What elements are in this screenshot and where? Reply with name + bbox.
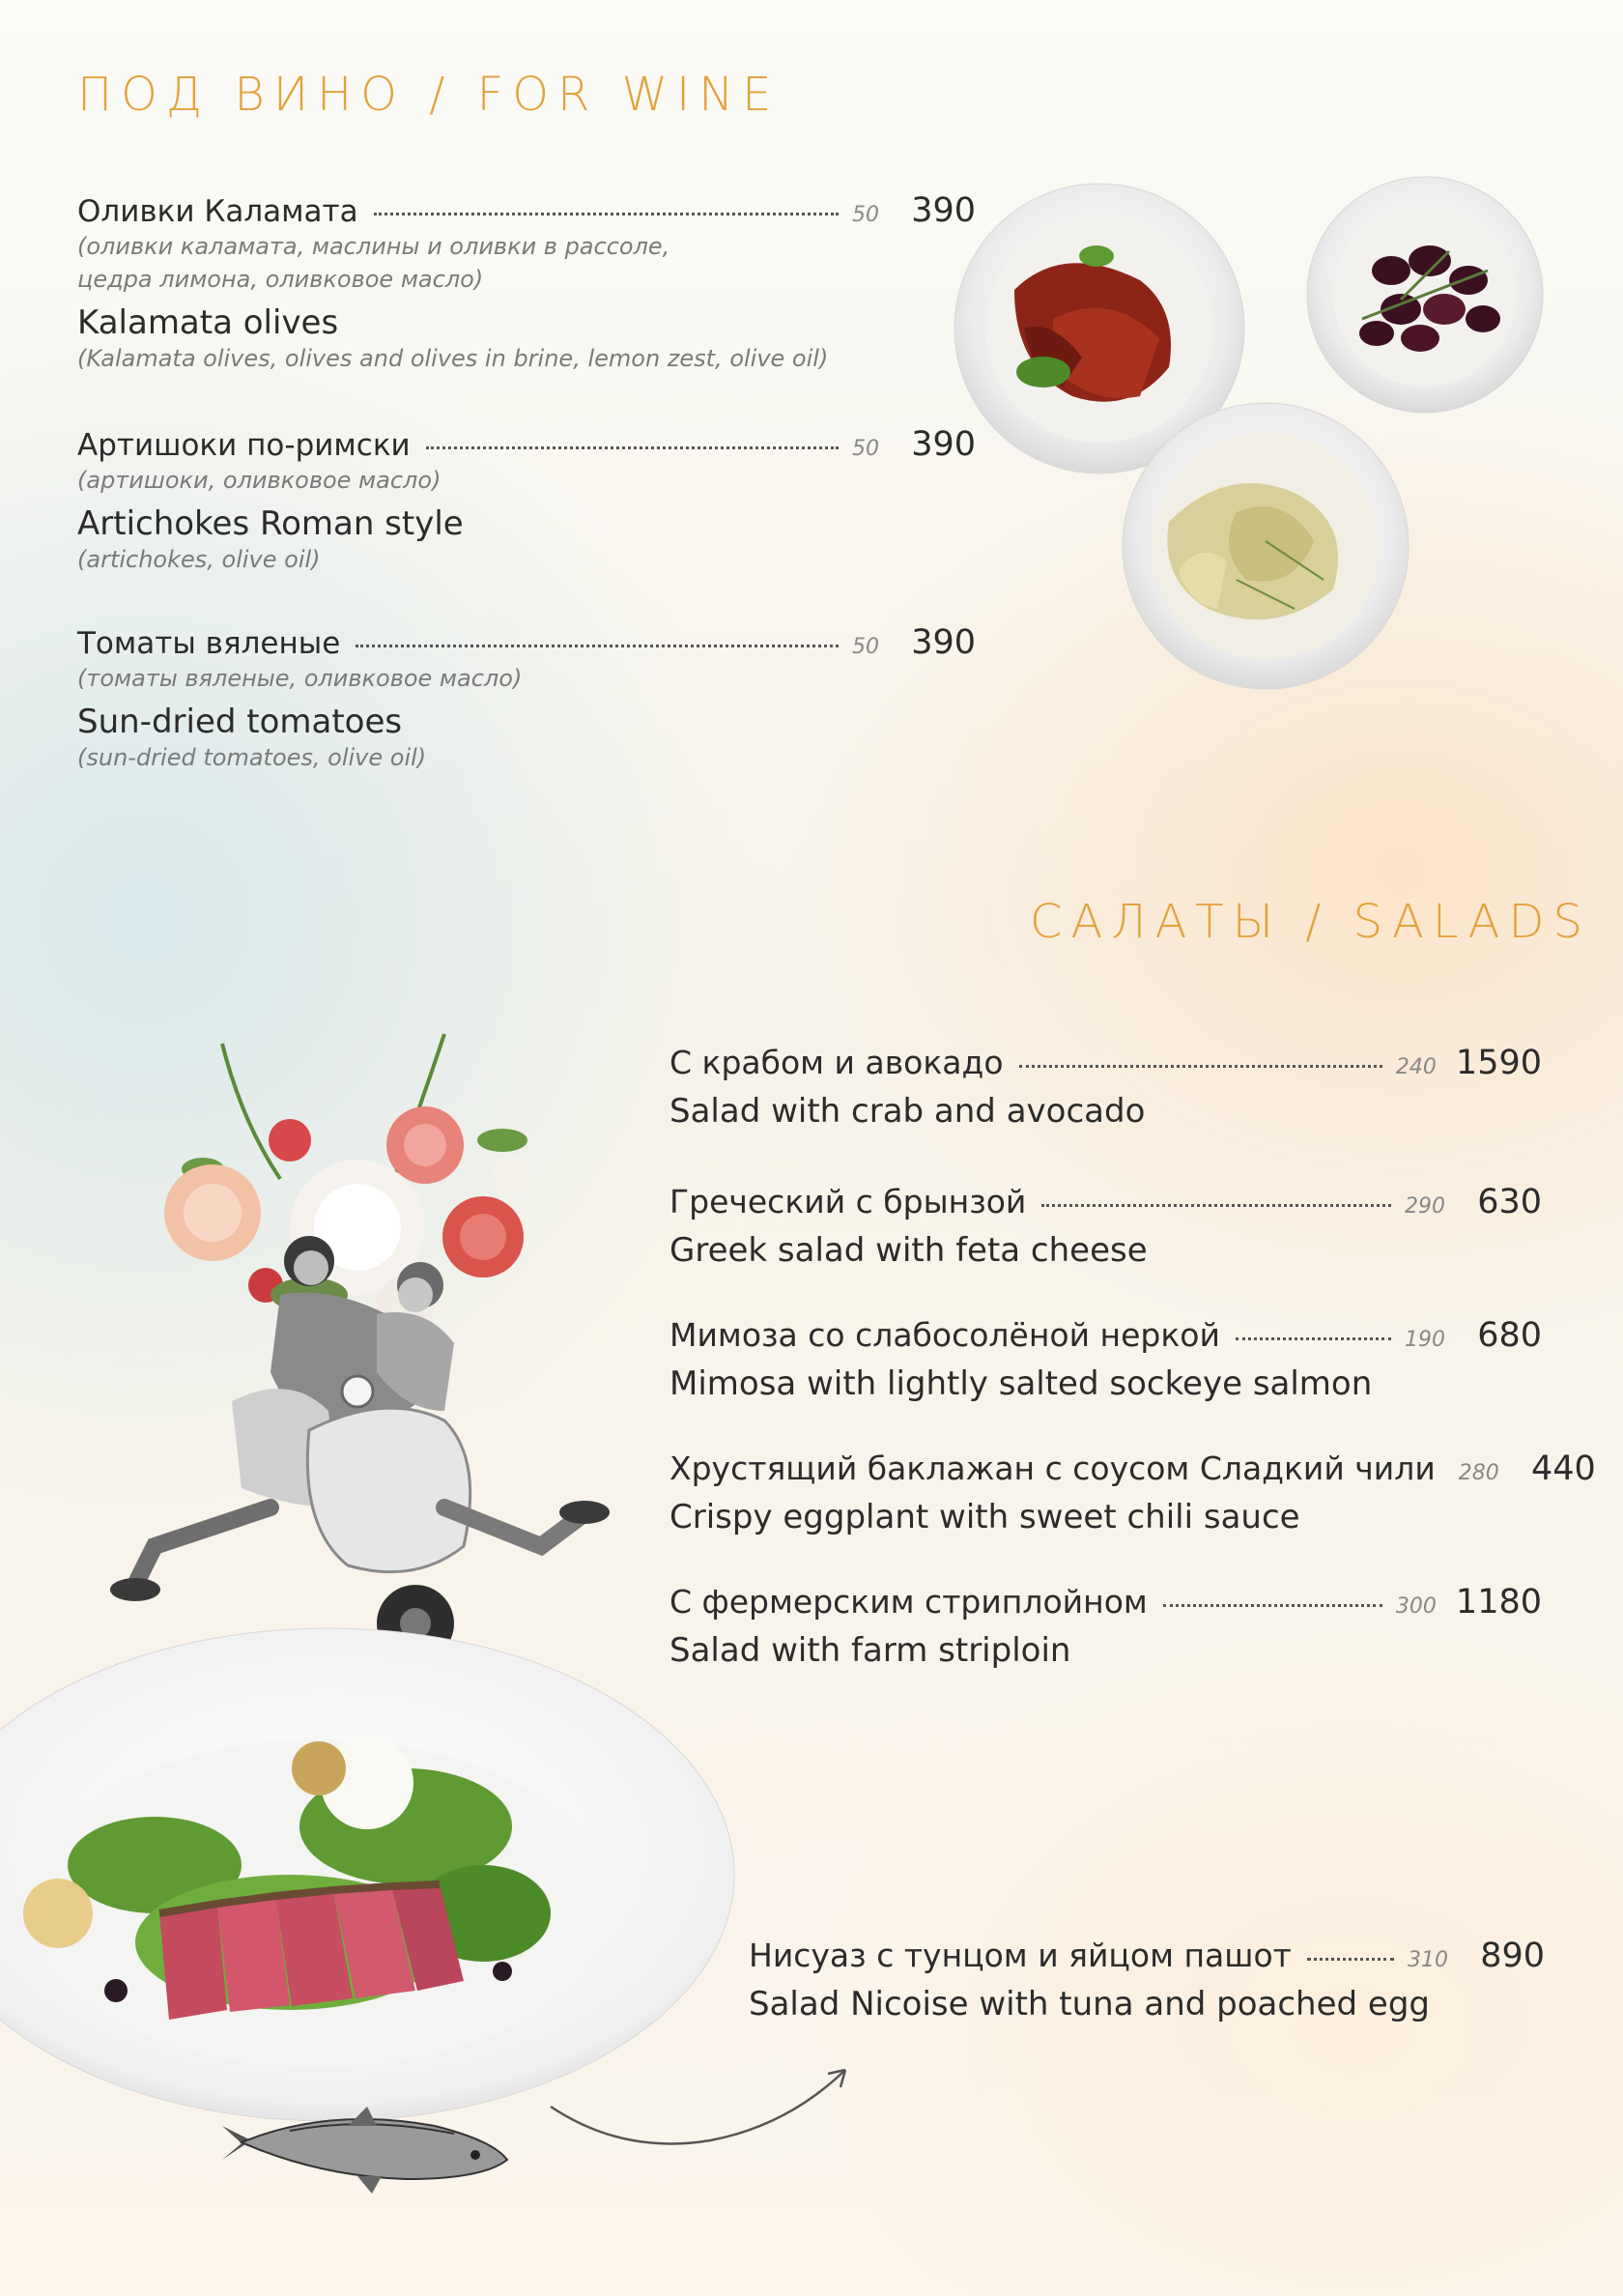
item-price: 630 <box>1477 1183 1542 1221</box>
menu-item-crab-avocado <box>669 1044 1542 1131</box>
item-price: 1180 <box>1455 1583 1542 1622</box>
item-name-ru: Артишоки по-римски <box>77 428 411 463</box>
item-weight: 190 <box>1405 1328 1445 1352</box>
item-weight: 310 <box>1408 1948 1448 1972</box>
item-desc-ru: (оливки каламата, маслины и оливки в рассоле, <box>77 233 670 260</box>
item-name-ru: С фермерским стриплойном <box>669 1583 1148 1621</box>
item-weight: 50 <box>852 635 879 659</box>
tuna-fish-illustration <box>213 2087 522 2203</box>
menu-item-nicoise <box>749 1937 1545 2023</box>
menu-item-striploin <box>669 1583 1542 1670</box>
item-name-ru: Греческий с брынзой <box>669 1183 1027 1220</box>
item-price: 1590 <box>1455 1044 1542 1082</box>
item-price: 440 <box>1530 1449 1596 1488</box>
menu-item-eggplant <box>669 1449 1596 1536</box>
menu-item-sundried-tomatoes <box>77 623 976 774</box>
item-weight: 50 <box>852 437 879 461</box>
item-weight: 50 <box>852 203 879 227</box>
item-name-ru: Нисуаз с тунцом и яйцом пашот <box>749 1937 1292 1974</box>
leader-dots <box>374 213 839 215</box>
leader-dots <box>1041 1204 1391 1207</box>
item-name-en: Salad with farm striploin <box>669 1631 1071 1670</box>
item-name-en: Greek salad with feta cheese <box>669 1231 1148 1270</box>
arrow-icon <box>546 2058 855 2165</box>
item-desc-ru: (артишоки, оливковое масло) <box>77 467 441 494</box>
item-price: 390 <box>911 191 976 230</box>
item-price: 680 <box>1477 1316 1542 1355</box>
leader-dots <box>426 446 839 449</box>
item-desc-en: (artichokes, olive oil) <box>77 546 321 573</box>
item-weight: 300 <box>1395 1594 1437 1619</box>
item-desc-ru: цедра лимона, оливковое масло) <box>77 266 484 293</box>
appetizer-bowls-image <box>947 174 1584 696</box>
scooter-flowers-collage <box>97 1005 618 1701</box>
nicoise-plate-image <box>0 1623 744 2126</box>
item-name-en: Salad with crab and avocado <box>669 1092 1146 1131</box>
item-name-en: Crispy eggplant with sweet chili sauce <box>669 1498 1300 1536</box>
item-desc-en: (Kalamata olives, olives and olives in brine, lemon zest, olive oil) <box>77 345 829 372</box>
menu-item-greek <box>669 1183 1542 1270</box>
item-name-en: Salad Nicoise with tuna and poached egg <box>749 1985 1430 2023</box>
section-title-wine: ПОД ВИНО / FOR WINE <box>77 68 781 122</box>
item-name-ru: Оливки Каламата <box>77 194 358 229</box>
item-name-ru: Томаты вяленые <box>77 626 341 661</box>
item-desc-en: (sun-dried tomatoes, olive oil) <box>77 744 427 771</box>
menu-item-mimosa <box>669 1316 1542 1403</box>
item-weight: 290 <box>1405 1194 1445 1219</box>
item-weight: 240 <box>1395 1055 1437 1079</box>
item-name-ru: Мимоза со слабосолёной неркой <box>669 1316 1220 1354</box>
leader-dots <box>1019 1065 1382 1068</box>
item-weight: 280 <box>1458 1461 1499 1485</box>
leader-dots <box>1307 1958 1394 1961</box>
menu-item-artichokes <box>77 425 976 576</box>
item-desc-ru: (томаты вяленые, оливковое масло) <box>77 665 523 692</box>
leader-dots <box>356 645 839 647</box>
item-name-en: Artichokes Roman style <box>77 504 464 543</box>
item-name-ru: С крабом и авокадо <box>669 1044 1004 1081</box>
item-name-en: Kalamata olives <box>77 303 339 342</box>
leader-dots <box>1236 1337 1391 1340</box>
item-name-en: Mimosa with lightly salted sockeye salmon <box>669 1364 1373 1403</box>
leader-dots <box>1163 1604 1382 1607</box>
item-name-en: Sun-dried tomatoes <box>77 703 403 741</box>
menu-item-kalamata <box>77 191 976 375</box>
item-price: 390 <box>911 623 976 662</box>
section-title-salads: САЛАТЫ / SALADS <box>1030 895 1591 949</box>
item-price: 390 <box>911 425 976 464</box>
item-price: 890 <box>1480 1937 1545 1975</box>
item-name-ru: Хрустящий баклажан с соусом Сладкий чили <box>669 1449 1436 1487</box>
